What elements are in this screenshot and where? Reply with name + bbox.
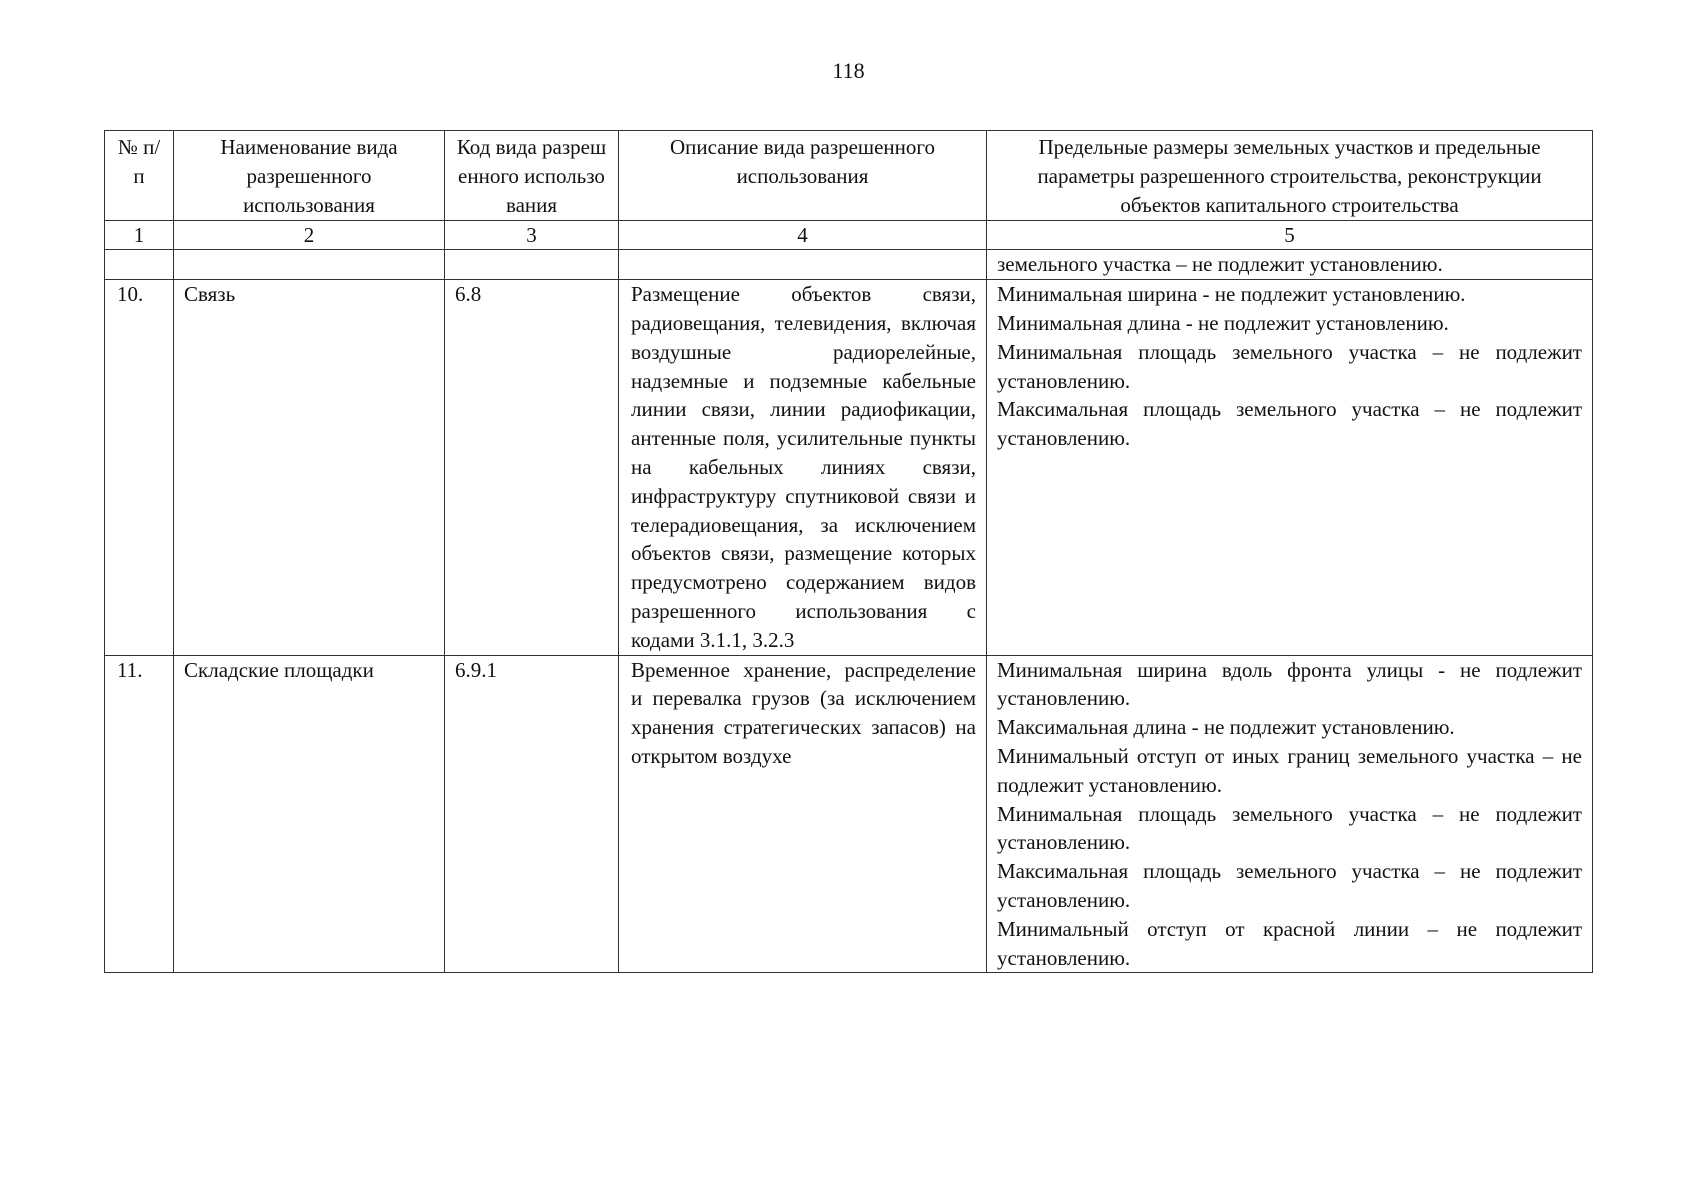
header-params: Предельные размеры земельных участков и предельные параметры разрешенного строительства, реконструкции объектов капитального строительства [987, 131, 1593, 221]
use-name: Складские площадки [174, 655, 445, 973]
param-line: Максимальная длина - не подлежит установлению. [997, 715, 1455, 740]
zoning-table [104, 130, 1593, 973]
column-number: 4 [619, 221, 987, 250]
column-number: 5 [987, 221, 1593, 250]
header-code: Код вида разрешенного использования [445, 131, 619, 221]
param-line: Максимальная площадь земельного участка – не подлежит установлению. [997, 859, 1582, 912]
table-row [105, 280, 1593, 655]
param-line: Минимальная площадь земельного участка – не подлежит установлению. [997, 801, 1582, 855]
empty-cell [619, 250, 987, 280]
use-description: Временное хранение, распределение и перевалка грузов (за исключением хранения стратегических запасов) на открытом воздухе [619, 655, 987, 973]
param-line: Минимальная ширина вдоль фронта улицы - не подлежит установлению. [997, 657, 1582, 711]
column-number-row [105, 221, 1593, 250]
header-description: Описание вида разрешенного использования [619, 131, 987, 221]
param-line: Минимальная ширина - не подлежит установлению. [997, 282, 1466, 307]
param-line: Минимальная длина - не подлежит установлению. [997, 310, 1449, 335]
row-number: 11. [105, 655, 174, 973]
column-number: 2 [174, 221, 445, 250]
row-number: 10. [105, 280, 174, 655]
use-code: 6.8 [445, 280, 619, 655]
header-name: Наименование вида разрешенного использования [174, 131, 445, 221]
param-line: Минимальная площадь земельного участка – не подлежит установлению. [997, 339, 1582, 393]
use-code: 6.9.1 [445, 655, 619, 973]
table-row-continuation [105, 250, 1593, 280]
param-line: Максимальная площадь земельного участка – не подлежит установлению. [997, 397, 1582, 451]
params-cell: земельного участка – не подлежит установлению. [987, 250, 1593, 280]
table-row [105, 655, 1593, 973]
page-number: 118 [832, 58, 865, 83]
header-number: № п/п [105, 131, 174, 221]
param-line: Минимальный отступ от красной линии – не подлежит установлению. [997, 916, 1582, 970]
empty-cell [445, 250, 619, 280]
use-description: Размещение объектов связи, радиовещания, телевидения, включая воздушные радиорелейные, надземные и подземные кабельные линии связи, линии радиофикации, антенные поля, усилительные пункты на кабельных линиях связи, инфраструктуру спутниковой связи и телерадиовещания, за исключением объектов связи, размещение которых предусмотрено содержанием видов разрешенного использования с кодами 3.1.1, 3.2.3 [619, 280, 987, 655]
use-name: Связь [174, 280, 445, 655]
empty-cell [174, 250, 445, 280]
empty-cell [105, 250, 174, 280]
column-number: 3 [445, 221, 619, 250]
param-line: Минимальный отступ от иных границ земельного участка – не подлежит установлению. [997, 743, 1582, 797]
table-header-row [105, 131, 1593, 221]
params-cell [987, 655, 1593, 973]
params-cell [987, 280, 1593, 655]
column-number: 1 [105, 221, 174, 250]
